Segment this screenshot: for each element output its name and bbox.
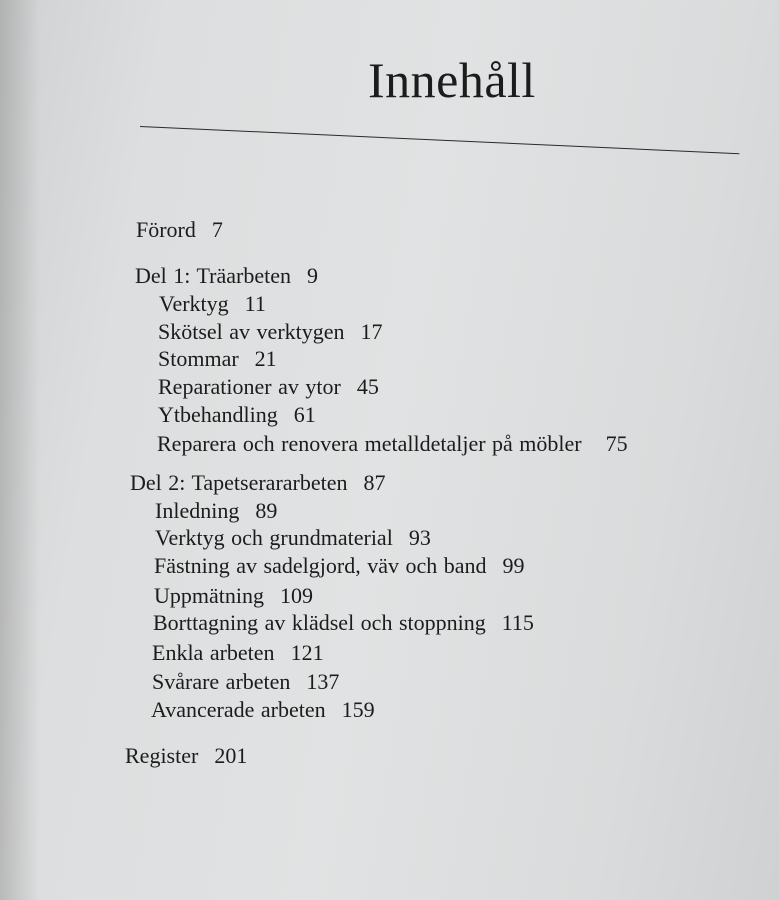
toc-label: Reparationer av ytor [158,374,341,399]
title-rule [140,126,739,154]
toc-label: Ytbehandling [158,402,278,427]
toc-entry-svarare [152,669,339,695]
toc-label: Skötsel av verktygen [158,319,345,344]
toc-entry-fastning [154,553,525,579]
toc-page-number: 115 [501,610,534,635]
toc-page-number: 159 [341,697,375,722]
toc-label: Svårare arbeten [152,669,291,694]
toc-label: Verktyg [159,291,229,316]
toc-entry-del-1 [135,263,318,289]
page-gutter-shadow [0,0,40,900]
toc-label: Enkla arbeten [152,640,275,665]
toc-entry-avancerade [151,697,375,723]
toc-page-number: 17 [360,319,383,344]
toc-label: Inledning [155,498,240,523]
toc-label: Stommar [158,346,239,371]
page-title: Innehåll [368,52,536,108]
toc-label: Reparera och renovera metalldetaljer på möbler [157,431,582,456]
toc-page-number: 121 [290,640,324,665]
toc-label: Avancerade arbeten [151,697,326,722]
toc-entry-grundmaterial [155,525,431,551]
toc-page-number: 87 [363,470,386,495]
toc-label: Register [125,743,199,768]
toc-entry-reparationer [158,374,379,400]
toc-entry-stommar [158,346,277,372]
toc-label: Del 1: Träarbeten [135,263,291,288]
toc-entry-enkla [152,640,324,666]
toc-entry-inledning [155,498,277,524]
toc-entry-verktyg [159,291,266,317]
toc-page-number: 21 [254,346,277,371]
toc-page-number: 109 [280,583,313,608]
toc-entry-metalldetaljer [157,431,628,457]
toc-page-number: 75 [605,431,628,456]
toc-entry-borttagning [153,610,534,636]
toc-entry-register [125,743,247,769]
toc-entry-del-2 [130,470,386,496]
toc-page-number: 99 [502,553,525,578]
toc-page-number: 93 [408,525,431,550]
toc-page-number: 89 [255,498,278,523]
toc-label: Borttagning av klädsel och stoppning [153,610,486,635]
toc-page-number: 11 [244,291,266,316]
toc-page-number: 61 [293,402,316,427]
toc-label: Del 2: Tapetserararbeten [130,470,348,495]
toc-entry-forord [136,217,223,243]
toc-entry-ytbehandling [158,402,316,428]
toc-label: Fästning av sadelgjord, väv och band [154,553,487,578]
toc-page-number: 201 [214,743,248,768]
toc-page-number: 45 [356,374,379,399]
toc-entry-uppmatning [154,583,313,609]
toc-page-number: 9 [306,263,318,288]
toc-entry-skotsel [158,319,383,345]
toc-label: Verktyg och grundmaterial [155,525,393,550]
toc-page-number: 7 [211,217,223,242]
toc-label: Förord [136,217,196,242]
toc-page-number: 137 [306,669,340,694]
toc-label: Uppmätning [154,583,264,608]
